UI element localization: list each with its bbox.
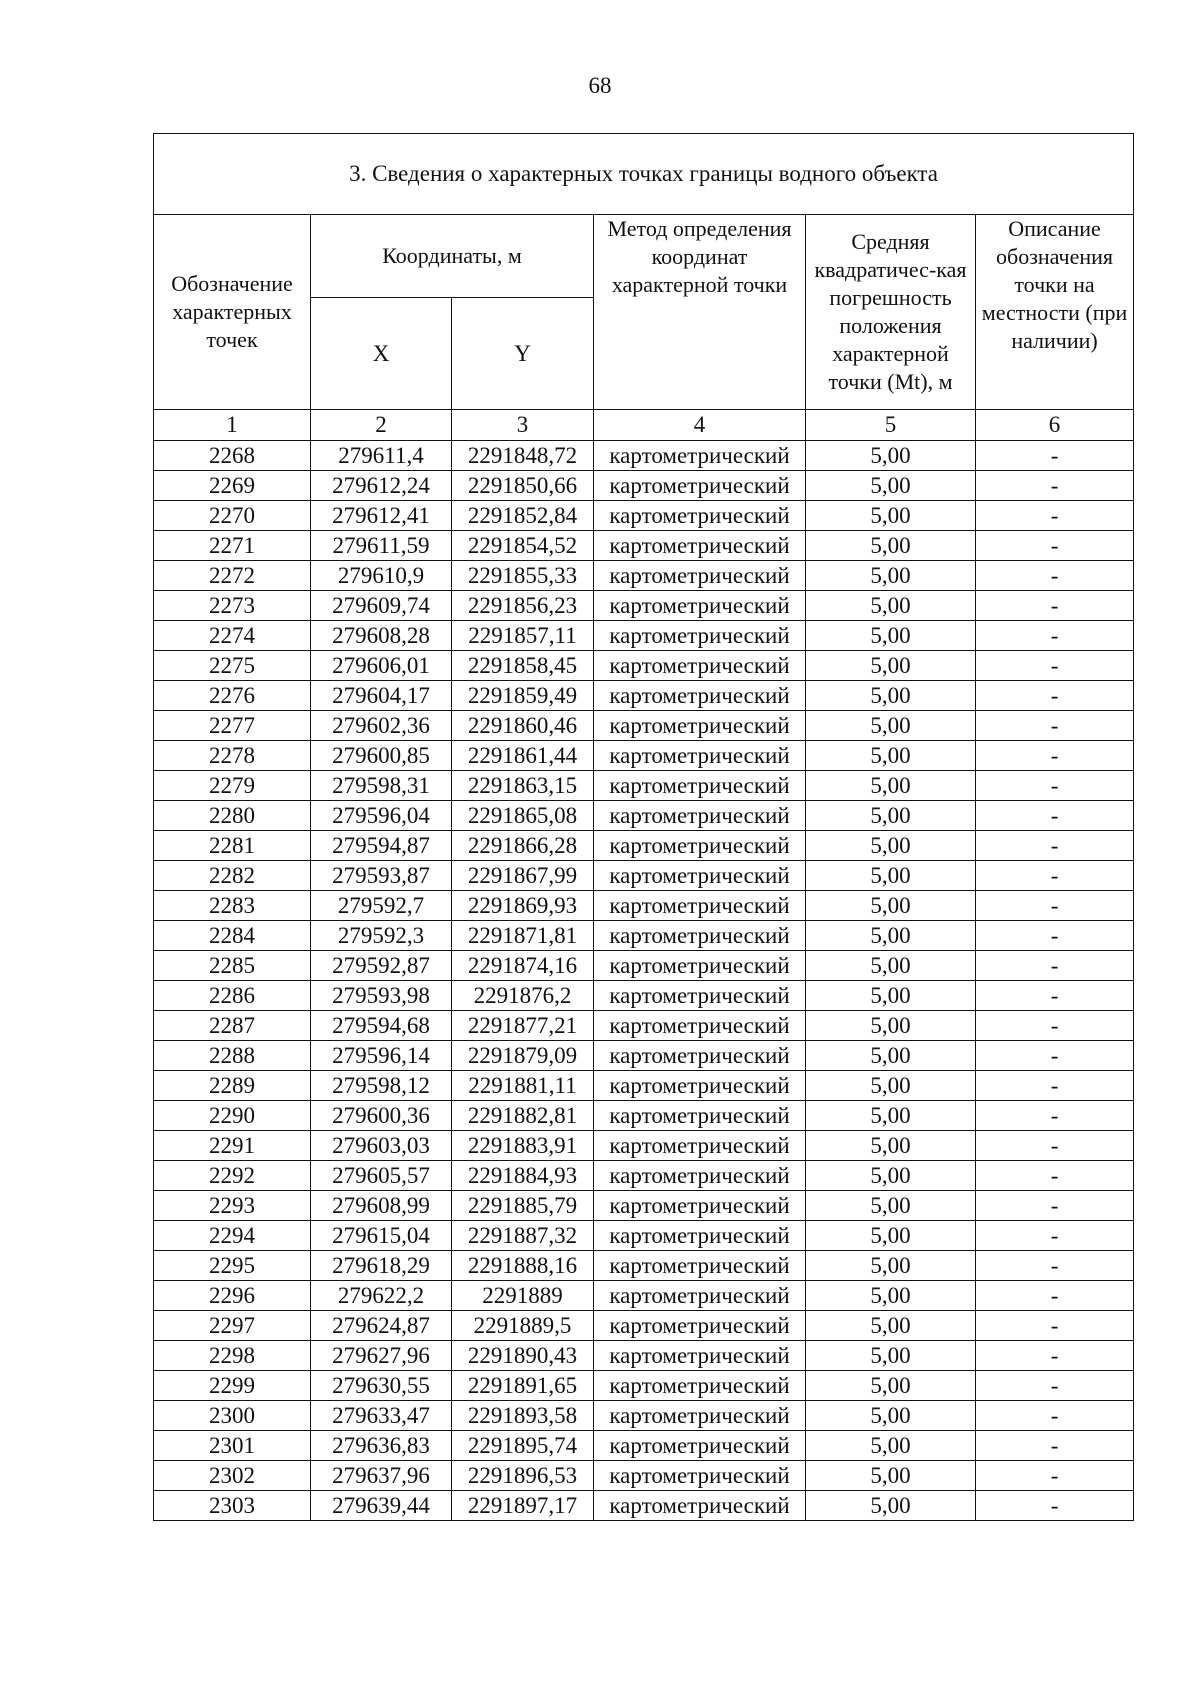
- header-method: Метод определения координат характерной точки: [594, 215, 806, 410]
- error-cell: 5,00: [806, 1071, 976, 1101]
- point-id-cell: 2297: [154, 1311, 311, 1341]
- point-id-cell: 2274: [154, 621, 311, 651]
- description-cell: -: [976, 621, 1134, 651]
- y-coordinate-cell: 2291891,65: [452, 1371, 594, 1401]
- error-cell: 5,00: [806, 1191, 976, 1221]
- description-cell: -: [976, 1161, 1134, 1191]
- point-id-cell: 2284: [154, 921, 311, 951]
- method-cell: картометрический: [594, 1431, 806, 1461]
- method-cell: картометрический: [594, 891, 806, 921]
- description-cell: -: [976, 531, 1134, 561]
- method-cell: картометрический: [594, 1341, 806, 1371]
- table-row: [154, 1461, 1134, 1491]
- error-cell: 5,00: [806, 441, 976, 471]
- table-row: [154, 1161, 1134, 1191]
- error-cell: 5,00: [806, 1221, 976, 1251]
- description-cell: -: [976, 1221, 1134, 1251]
- y-coordinate-cell: 2291877,21: [452, 1011, 594, 1041]
- method-cell: картометрический: [594, 681, 806, 711]
- table-row: [154, 1401, 1134, 1431]
- x-coordinate-cell: 279627,96: [311, 1341, 452, 1371]
- point-id-cell: 2280: [154, 801, 311, 831]
- error-cell: 5,00: [806, 921, 976, 951]
- table-row: [154, 651, 1134, 681]
- x-coordinate-cell: 279633,47: [311, 1401, 452, 1431]
- table-row: [154, 711, 1134, 741]
- table-row: [154, 681, 1134, 711]
- table-row: [154, 741, 1134, 771]
- method-cell: картометрический: [594, 1371, 806, 1401]
- y-coordinate-cell: 2291887,32: [452, 1221, 594, 1251]
- method-cell: картометрический: [594, 861, 806, 891]
- table-row: [154, 561, 1134, 591]
- point-id-cell: 2283: [154, 891, 311, 921]
- y-coordinate-cell: 2291874,16: [452, 951, 594, 981]
- x-coordinate-cell: 279637,96: [311, 1461, 452, 1491]
- y-coordinate-cell: 2291871,81: [452, 921, 594, 951]
- error-cell: 5,00: [806, 741, 976, 771]
- point-id-cell: 2289: [154, 1071, 311, 1101]
- description-cell: -: [976, 591, 1134, 621]
- x-coordinate-cell: 279609,74: [311, 591, 452, 621]
- y-coordinate-cell: 2291852,84: [452, 501, 594, 531]
- point-id-cell: 2294: [154, 1221, 311, 1251]
- y-coordinate-cell: 2291896,53: [452, 1461, 594, 1491]
- point-id-cell: 2292: [154, 1161, 311, 1191]
- point-id-cell: 2279: [154, 771, 311, 801]
- point-id-cell: 2273: [154, 591, 311, 621]
- error-cell: 5,00: [806, 651, 976, 681]
- description-cell: -: [976, 1431, 1134, 1461]
- error-cell: 5,00: [806, 1371, 976, 1401]
- x-coordinate-cell: 279600,85: [311, 741, 452, 771]
- y-coordinate-cell: 2291879,09: [452, 1041, 594, 1071]
- x-coordinate-cell: 279594,68: [311, 1011, 452, 1041]
- header-point-designation: Обозначение характерных точек: [154, 215, 311, 410]
- method-cell: картометрический: [594, 1101, 806, 1131]
- description-cell: -: [976, 1131, 1134, 1161]
- x-coordinate-cell: 279622,2: [311, 1281, 452, 1311]
- x-coordinate-cell: 279598,31: [311, 771, 452, 801]
- error-cell: 5,00: [806, 1131, 976, 1161]
- x-coordinate-cell: 279593,87: [311, 861, 452, 891]
- description-cell: -: [976, 1101, 1134, 1131]
- page-number: 68: [588, 73, 612, 98]
- x-coordinate-cell: 279592,3: [311, 921, 452, 951]
- method-cell: картометрический: [594, 561, 806, 591]
- error-cell: 5,00: [806, 771, 976, 801]
- method-cell: картометрический: [594, 1191, 806, 1221]
- y-coordinate-cell: 2291889,5: [452, 1311, 594, 1341]
- x-coordinate-cell: 279611,59: [311, 531, 452, 561]
- description-cell: -: [976, 1191, 1134, 1221]
- x-coordinate-cell: 279611,4: [311, 441, 452, 471]
- table-row: [154, 801, 1134, 831]
- table-title: 3. Сведения о характерных точках границы водного объекта: [154, 134, 1134, 215]
- error-cell: 5,00: [806, 1491, 976, 1521]
- method-cell: картометрический: [594, 1491, 806, 1521]
- error-cell: 5,00: [806, 1431, 976, 1461]
- column-number-6: 6: [976, 410, 1134, 441]
- y-coordinate-cell: 2291884,93: [452, 1161, 594, 1191]
- table-row: [154, 951, 1134, 981]
- y-coordinate-cell: 2291881,11: [452, 1071, 594, 1101]
- y-coordinate-cell: 2291866,28: [452, 831, 594, 861]
- description-cell: -: [976, 981, 1134, 1011]
- y-coordinate-cell: 2291850,66: [452, 471, 594, 501]
- point-id-cell: 2270: [154, 501, 311, 531]
- description-cell: -: [976, 1461, 1134, 1491]
- method-cell: картометрический: [594, 531, 806, 561]
- table-row: [154, 531, 1134, 561]
- table-row: [154, 471, 1134, 501]
- y-coordinate-cell: 2291854,52: [452, 531, 594, 561]
- method-cell: картометрический: [594, 1131, 806, 1161]
- point-id-cell: 2285: [154, 951, 311, 981]
- method-cell: картометрический: [594, 921, 806, 951]
- x-coordinate-cell: 279610,9: [311, 561, 452, 591]
- x-coordinate-cell: 279593,98: [311, 981, 452, 1011]
- x-coordinate-cell: 279596,14: [311, 1041, 452, 1071]
- description-cell: -: [976, 681, 1134, 711]
- table-row: [154, 1221, 1134, 1251]
- error-cell: 5,00: [806, 1461, 976, 1491]
- point-id-cell: 2303: [154, 1491, 311, 1521]
- description-cell: -: [976, 1281, 1134, 1311]
- table-row: [154, 1431, 1134, 1461]
- point-id-cell: 2275: [154, 651, 311, 681]
- x-coordinate-cell: 279630,55: [311, 1371, 452, 1401]
- point-id-cell: 2277: [154, 711, 311, 741]
- table-row: [154, 501, 1134, 531]
- table-row: [154, 771, 1134, 801]
- method-cell: картометрический: [594, 471, 806, 501]
- point-id-cell: 2282: [154, 861, 311, 891]
- description-cell: -: [976, 1071, 1134, 1101]
- column-number-3: 3: [452, 410, 594, 441]
- table-row: [154, 891, 1134, 921]
- column-number-2: 2: [311, 410, 452, 441]
- description-cell: -: [976, 651, 1134, 681]
- point-id-cell: 2272: [154, 561, 311, 591]
- method-cell: картометрический: [594, 1281, 806, 1311]
- method-cell: картометрический: [594, 741, 806, 771]
- y-coordinate-cell: 2291865,08: [452, 801, 594, 831]
- point-id-cell: 2298: [154, 1341, 311, 1371]
- table-row: [154, 921, 1134, 951]
- y-coordinate-cell: 2291883,91: [452, 1131, 594, 1161]
- point-id-cell: 2271: [154, 531, 311, 561]
- header-description: Описание обозначения точки на местности (при наличии): [976, 215, 1134, 410]
- y-coordinate-cell: 2291893,58: [452, 1401, 594, 1431]
- x-coordinate-cell: 279596,04: [311, 801, 452, 831]
- description-cell: -: [976, 711, 1134, 741]
- table-row: [154, 441, 1134, 471]
- y-coordinate-cell: 2291888,16: [452, 1251, 594, 1281]
- y-coordinate-cell: 2291863,15: [452, 771, 594, 801]
- point-id-cell: 2300: [154, 1401, 311, 1431]
- method-cell: картометрический: [594, 951, 806, 981]
- x-coordinate-cell: 279624,87: [311, 1311, 452, 1341]
- error-cell: 5,00: [806, 1341, 976, 1371]
- method-cell: картометрический: [594, 1041, 806, 1071]
- error-cell: 5,00: [806, 1401, 976, 1431]
- y-coordinate-cell: 2291848,72: [452, 441, 594, 471]
- table-row: [154, 861, 1134, 891]
- x-coordinate-cell: 279605,57: [311, 1161, 452, 1191]
- point-id-cell: 2301: [154, 1431, 311, 1461]
- point-id-cell: 2286: [154, 981, 311, 1011]
- y-coordinate-cell: 2291885,79: [452, 1191, 594, 1221]
- column-number-1: 1: [154, 410, 311, 441]
- error-cell: 5,00: [806, 1311, 976, 1341]
- table-row: [154, 591, 1134, 621]
- error-cell: 5,00: [806, 711, 976, 741]
- method-cell: картометрический: [594, 1161, 806, 1191]
- method-cell: картометрический: [594, 711, 806, 741]
- x-coordinate-cell: 279592,7: [311, 891, 452, 921]
- y-coordinate-cell: 2291855,33: [452, 561, 594, 591]
- error-cell: 5,00: [806, 591, 976, 621]
- x-coordinate-cell: 279608,99: [311, 1191, 452, 1221]
- error-cell: 5,00: [806, 891, 976, 921]
- description-cell: -: [976, 1011, 1134, 1041]
- error-cell: 5,00: [806, 561, 976, 591]
- header-x: X: [311, 298, 452, 410]
- method-cell: картометрический: [594, 1401, 806, 1431]
- method-cell: картометрический: [594, 771, 806, 801]
- description-cell: -: [976, 1251, 1134, 1281]
- y-coordinate-cell: 2291856,23: [452, 591, 594, 621]
- table-row: [154, 1041, 1134, 1071]
- y-coordinate-cell: 2291861,44: [452, 741, 594, 771]
- method-cell: картометрический: [594, 1011, 806, 1041]
- header-error: Средняя квадратичес-кая погрешность положения характерной точки (Mt), м: [806, 215, 976, 410]
- x-coordinate-cell: 279612,41: [311, 501, 452, 531]
- method-cell: картометрический: [594, 621, 806, 651]
- error-cell: 5,00: [806, 831, 976, 861]
- point-id-cell: 2299: [154, 1371, 311, 1401]
- error-cell: 5,00: [806, 621, 976, 651]
- x-coordinate-cell: 279604,17: [311, 681, 452, 711]
- y-coordinate-cell: 2291889: [452, 1281, 594, 1311]
- table-row: [154, 1131, 1134, 1161]
- table-row: [154, 1011, 1134, 1041]
- table-row: [154, 1281, 1134, 1311]
- description-cell: -: [976, 951, 1134, 981]
- y-coordinate-cell: 2291859,49: [452, 681, 594, 711]
- table-body: [154, 134, 1134, 1521]
- error-cell: 5,00: [806, 1011, 976, 1041]
- error-cell: 5,00: [806, 861, 976, 891]
- y-coordinate-cell: 2291860,46: [452, 711, 594, 741]
- boundary-points-table: [153, 133, 1134, 1521]
- table-row: [154, 1371, 1134, 1401]
- method-cell: картометрический: [594, 1461, 806, 1491]
- point-id-cell: 2268: [154, 441, 311, 471]
- error-cell: 5,00: [806, 531, 976, 561]
- error-cell: 5,00: [806, 801, 976, 831]
- y-coordinate-cell: 2291869,93: [452, 891, 594, 921]
- description-cell: -: [976, 1491, 1134, 1521]
- y-coordinate-cell: 2291897,17: [452, 1491, 594, 1521]
- description-cell: -: [976, 441, 1134, 471]
- error-cell: 5,00: [806, 951, 976, 981]
- method-cell: картометрический: [594, 441, 806, 471]
- description-cell: -: [976, 1371, 1134, 1401]
- description-cell: -: [976, 891, 1134, 921]
- method-cell: картометрический: [594, 651, 806, 681]
- method-cell: картометрический: [594, 1311, 806, 1341]
- method-cell: картометрический: [594, 981, 806, 1011]
- point-id-cell: 2293: [154, 1191, 311, 1221]
- header-coordinates: Координаты, м: [311, 215, 594, 298]
- table-row: [154, 1071, 1134, 1101]
- description-cell: -: [976, 771, 1134, 801]
- method-cell: картометрический: [594, 501, 806, 531]
- method-cell: картометрический: [594, 1251, 806, 1281]
- y-coordinate-cell: 2291876,2: [452, 981, 594, 1011]
- x-coordinate-cell: 279636,83: [311, 1431, 452, 1461]
- table-row: [154, 831, 1134, 861]
- point-id-cell: 2295: [154, 1251, 311, 1281]
- description-cell: -: [976, 471, 1134, 501]
- table-row: [154, 1341, 1134, 1371]
- description-cell: -: [976, 1341, 1134, 1371]
- y-coordinate-cell: 2291858,45: [452, 651, 594, 681]
- point-id-cell: 2296: [154, 1281, 311, 1311]
- y-coordinate-cell: 2291895,74: [452, 1431, 594, 1461]
- x-coordinate-cell: 279612,24: [311, 471, 452, 501]
- error-cell: 5,00: [806, 1101, 976, 1131]
- x-coordinate-cell: 279594,87: [311, 831, 452, 861]
- description-cell: -: [976, 1311, 1134, 1341]
- column-number-4: 4: [594, 410, 806, 441]
- point-id-cell: 2290: [154, 1101, 311, 1131]
- y-coordinate-cell: 2291857,11: [452, 621, 594, 651]
- point-id-cell: 2288: [154, 1041, 311, 1071]
- point-id-cell: 2278: [154, 741, 311, 771]
- point-id-cell: 2276: [154, 681, 311, 711]
- error-cell: 5,00: [806, 681, 976, 711]
- point-id-cell: 2291: [154, 1131, 311, 1161]
- table-row: [154, 1251, 1134, 1281]
- method-cell: картометрический: [594, 591, 806, 621]
- error-cell: 5,00: [806, 981, 976, 1011]
- error-cell: 5,00: [806, 1161, 976, 1191]
- x-coordinate-cell: 279603,03: [311, 1131, 452, 1161]
- description-cell: -: [976, 861, 1134, 891]
- description-cell: -: [976, 1041, 1134, 1071]
- table-row: [154, 1311, 1134, 1341]
- point-id-cell: 2302: [154, 1461, 311, 1491]
- error-cell: 5,00: [806, 471, 976, 501]
- error-cell: 5,00: [806, 501, 976, 531]
- description-cell: -: [976, 741, 1134, 771]
- description-cell: -: [976, 501, 1134, 531]
- table-row: [154, 621, 1134, 651]
- method-cell: картометрический: [594, 801, 806, 831]
- table-row: [154, 981, 1134, 1011]
- x-coordinate-cell: 279618,29: [311, 1251, 452, 1281]
- x-coordinate-cell: 279608,28: [311, 621, 452, 651]
- method-cell: картометрический: [594, 1221, 806, 1251]
- description-cell: -: [976, 561, 1134, 591]
- description-cell: -: [976, 1401, 1134, 1431]
- x-coordinate-cell: 279592,87: [311, 951, 452, 981]
- x-coordinate-cell: 279639,44: [311, 1491, 452, 1521]
- description-cell: -: [976, 921, 1134, 951]
- x-coordinate-cell: 279606,01: [311, 651, 452, 681]
- error-cell: 5,00: [806, 1251, 976, 1281]
- error-cell: 5,00: [806, 1281, 976, 1311]
- x-coordinate-cell: 279602,36: [311, 711, 452, 741]
- table-row: [154, 1191, 1134, 1221]
- point-id-cell: 2287: [154, 1011, 311, 1041]
- x-coordinate-cell: 279598,12: [311, 1071, 452, 1101]
- y-coordinate-cell: 2291890,43: [452, 1341, 594, 1371]
- x-coordinate-cell: 279615,04: [311, 1221, 452, 1251]
- y-coordinate-cell: 2291882,81: [452, 1101, 594, 1131]
- point-id-cell: 2269: [154, 471, 311, 501]
- method-cell: картометрический: [594, 1071, 806, 1101]
- table-row: [154, 1491, 1134, 1521]
- error-cell: 5,00: [806, 1041, 976, 1071]
- description-cell: -: [976, 831, 1134, 861]
- header-y: Y: [452, 298, 594, 410]
- method-cell: картометрический: [594, 831, 806, 861]
- description-cell: -: [976, 801, 1134, 831]
- column-number-5: 5: [806, 410, 976, 441]
- point-id-cell: 2281: [154, 831, 311, 861]
- y-coordinate-cell: 2291867,99: [452, 861, 594, 891]
- table-row: [154, 1101, 1134, 1131]
- x-coordinate-cell: 279600,36: [311, 1101, 452, 1131]
